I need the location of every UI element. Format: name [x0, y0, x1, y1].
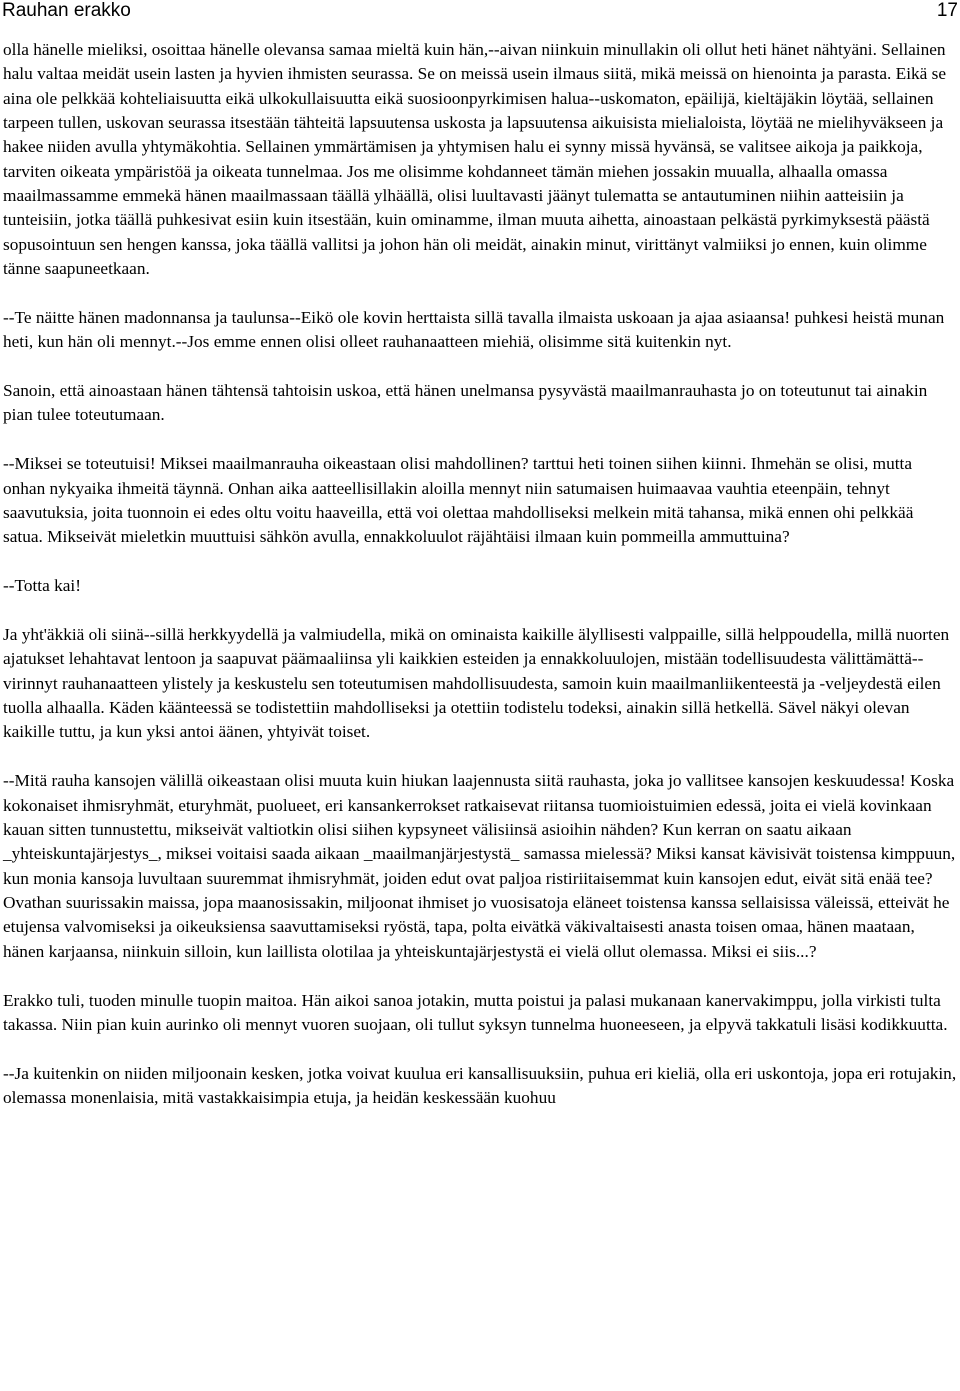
- page-number: 17: [936, 0, 958, 21]
- paragraph: --Miksei se toteutuisi! Miksei maailmanrauha oikeastaan olisi mahdollinen? tarttui heti toinen siihen kiinni. Ihmehän se olisi, mutta onhan nykyaika ihmeitä täynnä. Onhan aika aatteellisillakin aloilla mennyt niin satumaisen huimaavaa vauhtia eteenpäin, tehnyt saavutuksia, joita tuonnoin ei edes oltu voitu haaveilla, että voi olettaa mahdolliseksi melkein mitä tahansa, mikä ennen ohi pelkkää satua. Mikseivät mieletkin muuttuisi sähkön avulla, ennakkoluulot räjähtäisi ilmaan kuin pommeilla ammuttuina?: [3, 454, 914, 547]
- running-title: Rauhan erakko: [2, 0, 131, 21]
- paragraph: Sanoin, että ainoastaan hänen tähtensä tahtoisin uskoa, että hänen unelmansa pysyvästä maailmanrauhasta jo on toteutunut tai ainakin pian tulee toteutumaan.: [3, 381, 928, 425]
- paragraph: olla hänelle mieliksi, osoittaa hänelle olevansa samaa mieltä kuin hän,--aivan niinkuin minullakin oli ollut heti hänet nähtyäni. Sellainen halu valtaa meidät usein lasten ja hyvien ihmisten seurassa. Se on meissä usein ilmaus siitä, mikä meissä on hienointa ja parasta. Eikä se aina ole pelkkää kohteliaisuutta eikä ulkokullaisuutta eikä suosioonpyrkimisen halua--uskomaton, epäilijä, kieltäjäkin löytää, sellainen tarpeen tullen, uskovan seurassa itsestään tähteitä lapsuutensa uskosta ja lapsuutensa aikuisista mielialoista, löytää ne mielihyväkseen ja hakee niiden avulla yhtymäkohtia. Sellainen ymmärtämisen ja yhtymisen halu ei synny missä hyvänsä, se valitsee aikoja ja paikkoja, tarviten oikeata ympäristöä ja oikeata tunnelmaa. Jos me olisimme kohdanneet tämän miehen jossakin muualla, alhaalla omassa maailmassamme emmekä hänen maailmassaan täällä ylhäällä, olisi luultavasti jäänyt tulematta se antautuminen niihin aatteisiin ja tunteisiin, jotka täällä puhkesivat esiin kuin itsestään, kuin ominamme, ilman muuta aihetta, ainoastaan pelkästä pyrkimyksestä päästä sopusointuun sen hengen kanssa, joka täällä vallitsi ja johon hän oli meidät, ainakin minut, virittänyt valmiiksi jo ennen, kuin olimme tänne saapuneetkaan.: [3, 40, 947, 279]
- page-header: [0, 0, 960, 26]
- paragraph: Ja yht'äkkiä oli siinä--sillä herkkyydellä ja valmiudella, mikä on ominaista kaikille älyllisesti valppaille, sillä helppoudella, millä nuorten ajatukset lehahtavat lentoon ja saapuvat päämaaliinsa yli kaikkien esteiden ja ennakkoluulojen, mistään todellisuudesta välittämättä--virinnyt rauhanaatteen ylistely ja keskustelu sen toteutumisen mahdollisuudesta, samoin kuin maailmanliikenteestä ja -veljeydestä eilen tuolla alhaalla. Käden käänteessä se todistettiin mahdolliseksi ja otettiin todistelu todeksi, ainakin sillä hetkellä. Sävel näkyi olevan kaikille tuttu, ja kun yksi antoi äänen, yhtyivät toiset.: [3, 625, 950, 742]
- paragraph: --Mitä rauha kansojen välillä oikeastaan olisi muuta kuin hiukan laajennusta siitä rauhasta, joka jo vallitsee kansojen keskuudessa! Koska kokonaiset ihmisryhmät, eturyhmät, puolueet, eri kansankerrokset ratkaisevat riitansa tuomioistuimien edessä, joita ei vielä kovinkaan kauan sitten tunnustettu, mikseivät valtiotkin olisi siihen kypsyneet välisiinsä asioihin nähden? Kun kerran on saatu aikaan _yhteiskuntajärjestys_, miksei voitaisi saada aikaan _maailmanjärjestystä_ samassa mielessä? Miksi kansat kävisivät toistensa kimppuun, kun monia kansoja luvultaan suuremmat ihmisryhmät, joiden edut ovat paljoa ristiriitaisemmat kuin kansojen edut, eivät sitä enää tee? Ovathan suurissakin maissa, jopa maanosissakin, miljoonat ihmiset jo vuosisatoja eläneet toistensa kanssa sellaisissa väleissä, etteivät he etujensa valvomiseksi ja oikeuksiensa saavuttamiseksi ryöstä, tapa, polta eivätkä väkivaltaisesti anasta toisen omaa, hänen maataan, hänen karjaansa, niinkuin silloin, kun laillista olotilaa ja yhteiskuntajärjestystä ei vielä ollut olemassa. Miksi ei siis...?: [3, 771, 956, 961]
- body-text: [3, 38, 957, 1110]
- paragraph: --Te näitte hänen madonnansa ja taulunsa--Eikö ole kovin herttaista sillä tavalla ilmaista uskoaan ja ajaa asiaansa! puhkesi heistä munan heti, kun hän oli mennyt.--Jos emme ennen olisi olleet rauhanaatteen miehiä, olisimme sitä kuitenkin nyt.: [3, 307, 945, 352]
- paragraph: Erakko tuli, tuoden minulle tuopin maitoa. Hän aikoi sanoa jotakin, mutta poistui ja palasi mukanaan kanervakimppu, jolla virkisti tulta takassa. Niin pian kuin aurinko oli mennyt vuoren suojaan, oli tullut syksyn tunnelma huoneeseen, ja elpyvä takkatuli lisäsi kodikkuutta.: [3, 990, 948, 1034]
- paragraph: --Ja kuitenkin on niiden miljoonain kesken, jotka voivat kuulua eri kansallisuuksiin, puhua eri kieliä, olla eri uskontoja, jopa eri rotujakin, olemassa monenlaisia, mitä vastakkaisimpia etuja, ja heidän keskessään kuohuu: [3, 1063, 957, 1108]
- paragraph: --Totta kai!: [3, 576, 81, 596]
